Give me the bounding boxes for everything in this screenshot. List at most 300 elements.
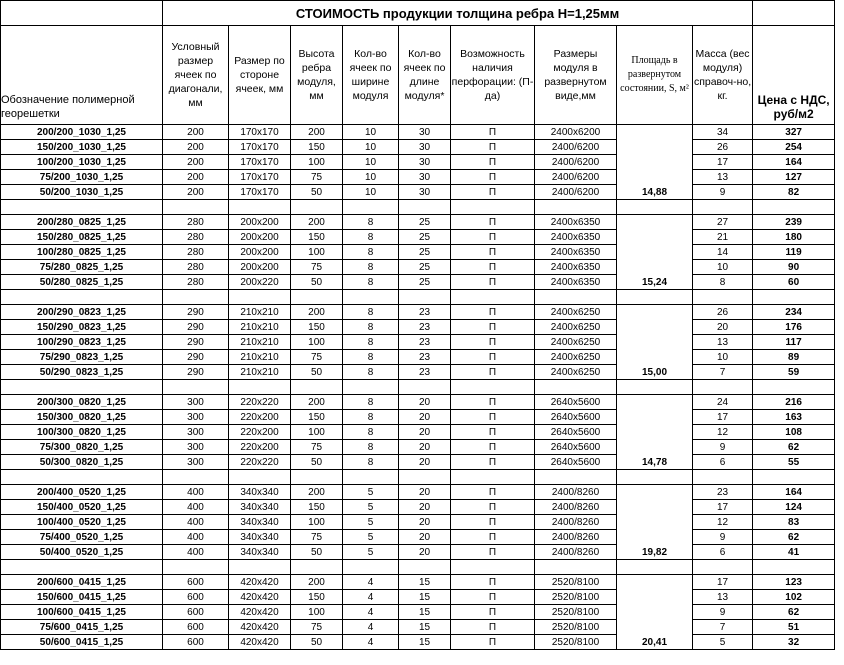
cell-name[interactable]: 75/280_0825_1,25 <box>1 260 163 275</box>
empty-cell[interactable] <box>617 470 693 485</box>
empty-cell[interactable] <box>753 470 835 485</box>
header-width-cells[interactable]: Кол-во ячеек по ширине модуля <box>343 26 399 125</box>
cell-perforation[interactable]: П <box>451 575 535 590</box>
cell-width-cells[interactable]: 5 <box>343 530 399 545</box>
cell-height[interactable]: 50 <box>291 275 343 290</box>
header-module[interactable]: Размеры модуля в развернутом виде,мм <box>535 26 617 125</box>
cell-module[interactable]: 2520/8100 <box>535 635 617 650</box>
empty-cell[interactable] <box>535 200 617 215</box>
cell-name[interactable]: 150/200_1030_1,25 <box>1 140 163 155</box>
cell-height[interactable]: 75 <box>291 620 343 635</box>
cell-height[interactable]: 75 <box>291 530 343 545</box>
empty-cell[interactable] <box>399 560 451 575</box>
cell-price[interactable]: 163 <box>753 410 835 425</box>
cell-height[interactable]: 200 <box>291 305 343 320</box>
cell-side[interactable]: 420x420 <box>229 590 291 605</box>
empty-cell[interactable] <box>291 560 343 575</box>
cell-length-cells[interactable]: 30 <box>399 170 451 185</box>
cell-diag[interactable]: 290 <box>163 365 229 380</box>
cell-width-cells[interactable]: 5 <box>343 500 399 515</box>
cell-width-cells[interactable]: 8 <box>343 275 399 290</box>
cell-perforation[interactable]: П <box>451 485 535 500</box>
cell-name[interactable]: 200/400_0520_1,25 <box>1 485 163 500</box>
cell-length-cells[interactable]: 25 <box>399 245 451 260</box>
cell-width-cells[interactable]: 8 <box>343 395 399 410</box>
cell-width-cells[interactable]: 8 <box>343 260 399 275</box>
cell-price[interactable]: 90 <box>753 260 835 275</box>
cell-width-cells[interactable]: 4 <box>343 620 399 635</box>
empty-cell[interactable] <box>617 200 693 215</box>
empty-cell[interactable] <box>535 380 617 395</box>
cell-module[interactable]: 2400x6200 <box>535 125 617 140</box>
cell-mass[interactable]: 34 <box>693 125 753 140</box>
cell-diag[interactable]: 300 <box>163 455 229 470</box>
cell-diag[interactable]: 290 <box>163 350 229 365</box>
cell-name[interactable]: 100/600_0415_1,25 <box>1 605 163 620</box>
cell-name[interactable]: 75/290_0823_1,25 <box>1 350 163 365</box>
cell-mass[interactable]: 27 <box>693 215 753 230</box>
cell-module[interactable]: 2640x5600 <box>535 395 617 410</box>
cell-side[interactable]: 420x420 <box>229 620 291 635</box>
cell-price[interactable]: 60 <box>753 275 835 290</box>
cell-side[interactable]: 170x170 <box>229 185 291 200</box>
cell-diag[interactable]: 280 <box>163 230 229 245</box>
cell-diag[interactable]: 290 <box>163 335 229 350</box>
cell-height[interactable]: 200 <box>291 395 343 410</box>
empty-cell[interactable] <box>451 380 535 395</box>
cell-width-cells[interactable]: 4 <box>343 590 399 605</box>
cell-diag[interactable]: 200 <box>163 170 229 185</box>
cell-width-cells[interactable]: 8 <box>343 245 399 260</box>
cell-price[interactable]: 176 <box>753 320 835 335</box>
empty-cell[interactable] <box>451 290 535 305</box>
empty-cell[interactable] <box>753 200 835 215</box>
cell-side[interactable]: 340x340 <box>229 500 291 515</box>
cell-width-cells[interactable]: 10 <box>343 155 399 170</box>
cell-module[interactable]: 2400x6350 <box>535 260 617 275</box>
cell-length-cells[interactable]: 23 <box>399 305 451 320</box>
cell-height[interactable]: 150 <box>291 590 343 605</box>
cell-width-cells[interactable]: 5 <box>343 485 399 500</box>
cell-mass[interactable]: 9 <box>693 185 753 200</box>
empty-cell[interactable] <box>753 560 835 575</box>
empty-cell[interactable] <box>399 470 451 485</box>
empty-cell[interactable] <box>535 560 617 575</box>
header-area[interactable]: Площадь в развернутом состоянии, S, м² <box>617 26 693 125</box>
cell-mass[interactable]: 10 <box>693 260 753 275</box>
cell-height[interactable]: 100 <box>291 155 343 170</box>
cell-length-cells[interactable]: 20 <box>399 485 451 500</box>
empty-cell[interactable] <box>343 470 399 485</box>
cell-length-cells[interactable]: 20 <box>399 440 451 455</box>
empty-cell[interactable] <box>693 560 753 575</box>
cell-module[interactable]: 2400x6250 <box>535 335 617 350</box>
cell-side[interactable]: 170x170 <box>229 125 291 140</box>
cell-name[interactable]: 200/280_0825_1,25 <box>1 215 163 230</box>
cell-mass[interactable]: 9 <box>693 605 753 620</box>
cell-perforation[interactable]: П <box>451 500 535 515</box>
cell-name[interactable]: 100/280_0825_1,25 <box>1 245 163 260</box>
cell-name[interactable]: 200/300_0820_1,25 <box>1 395 163 410</box>
cell-price[interactable]: 62 <box>753 440 835 455</box>
cell-module[interactable]: 2400/8260 <box>535 485 617 500</box>
header-length-cells[interactable]: Кол-во ячеек по длине модуля* <box>399 26 451 125</box>
cell-side[interactable]: 210x210 <box>229 350 291 365</box>
cell-name[interactable]: 150/600_0415_1,25 <box>1 590 163 605</box>
cell-diag[interactable]: 400 <box>163 500 229 515</box>
cell-mass[interactable]: 13 <box>693 170 753 185</box>
cell-side[interactable]: 340x340 <box>229 485 291 500</box>
empty-cell[interactable] <box>451 470 535 485</box>
cell-price[interactable]: 216 <box>753 395 835 410</box>
cell-name[interactable]: 75/200_1030_1,25 <box>1 170 163 185</box>
cell-area[interactable]: 15,24 <box>617 215 693 290</box>
cell-width-cells[interactable]: 4 <box>343 605 399 620</box>
cell-name[interactable]: 100/200_1030_1,25 <box>1 155 163 170</box>
cell-side[interactable]: 340x340 <box>229 530 291 545</box>
cell-price[interactable]: 51 <box>753 620 835 635</box>
cell-mass[interactable]: 20 <box>693 320 753 335</box>
cell-mass[interactable]: 7 <box>693 620 753 635</box>
cell-area[interactable]: 19,82 <box>617 485 693 560</box>
empty-cell[interactable] <box>229 290 291 305</box>
cell-module[interactable]: 2400/6200 <box>535 170 617 185</box>
cell-price[interactable]: 108 <box>753 425 835 440</box>
empty-cell[interactable] <box>451 560 535 575</box>
cell-side[interactable]: 340x340 <box>229 515 291 530</box>
cell-side[interactable]: 220x220 <box>229 455 291 470</box>
cell-height[interactable]: 200 <box>291 215 343 230</box>
cell-length-cells[interactable]: 23 <box>399 335 451 350</box>
cell-module[interactable]: 2400x6350 <box>535 215 617 230</box>
cell-price[interactable]: 239 <box>753 215 835 230</box>
cell-name[interactable]: 50/280_0825_1,25 <box>1 275 163 290</box>
cell-side[interactable]: 200x200 <box>229 215 291 230</box>
cell-module[interactable]: 2400x6350 <box>535 245 617 260</box>
empty-cell[interactable] <box>451 200 535 215</box>
empty-cell[interactable] <box>1 470 163 485</box>
cell-mass[interactable]: 17 <box>693 155 753 170</box>
cell-width-cells[interactable]: 8 <box>343 230 399 245</box>
cell-module[interactable]: 2400x6250 <box>535 305 617 320</box>
empty-cell[interactable] <box>163 290 229 305</box>
cell-side[interactable]: 170x170 <box>229 140 291 155</box>
title-blank-cell-right[interactable] <box>753 1 835 26</box>
cell-diag[interactable]: 600 <box>163 620 229 635</box>
empty-cell[interactable] <box>163 200 229 215</box>
cell-length-cells[interactable]: 25 <box>399 275 451 290</box>
cell-area[interactable]: 15,00 <box>617 305 693 380</box>
cell-perforation[interactable]: П <box>451 170 535 185</box>
cell-price[interactable]: 62 <box>753 530 835 545</box>
cell-width-cells[interactable]: 8 <box>343 215 399 230</box>
cell-name[interactable]: 50/400_0520_1,25 <box>1 545 163 560</box>
cell-diag[interactable]: 200 <box>163 125 229 140</box>
cell-mass[interactable]: 8 <box>693 275 753 290</box>
header-perforation[interactable]: Возможность наличия перфорации: (П-да) <box>451 26 535 125</box>
cell-perforation[interactable]: П <box>451 590 535 605</box>
cell-mass[interactable]: 6 <box>693 545 753 560</box>
cell-length-cells[interactable]: 20 <box>399 530 451 545</box>
cell-perforation[interactable]: П <box>451 260 535 275</box>
cell-name[interactable]: 150/300_0820_1,25 <box>1 410 163 425</box>
empty-cell[interactable] <box>343 200 399 215</box>
cell-name[interactable]: 75/400_0520_1,25 <box>1 530 163 545</box>
cell-height[interactable]: 50 <box>291 635 343 650</box>
empty-cell[interactable] <box>1 560 163 575</box>
empty-cell[interactable] <box>399 200 451 215</box>
cell-width-cells[interactable]: 10 <box>343 140 399 155</box>
cell-side[interactable]: 210x210 <box>229 320 291 335</box>
cell-mass[interactable]: 10 <box>693 350 753 365</box>
header-price[interactable]: Цена с НДС, руб/м2 <box>753 26 835 125</box>
cell-height[interactable]: 150 <box>291 320 343 335</box>
cell-module[interactable]: 2400/6200 <box>535 185 617 200</box>
cell-perforation[interactable]: П <box>451 305 535 320</box>
cell-height[interactable]: 100 <box>291 605 343 620</box>
cell-price[interactable]: 89 <box>753 350 835 365</box>
cell-price[interactable]: 180 <box>753 230 835 245</box>
cell-diag[interactable]: 290 <box>163 305 229 320</box>
cell-length-cells[interactable]: 20 <box>399 545 451 560</box>
cell-perforation[interactable]: П <box>451 140 535 155</box>
empty-cell[interactable] <box>163 470 229 485</box>
empty-cell[interactable] <box>617 380 693 395</box>
cell-price[interactable]: 55 <box>753 455 835 470</box>
cell-mass[interactable]: 17 <box>693 575 753 590</box>
cell-length-cells[interactable]: 20 <box>399 395 451 410</box>
cell-diag[interactable]: 280 <box>163 275 229 290</box>
cell-module[interactable]: 2640x5600 <box>535 455 617 470</box>
cell-length-cells[interactable]: 20 <box>399 500 451 515</box>
cell-name[interactable]: 100/300_0820_1,25 <box>1 425 163 440</box>
cell-module[interactable]: 2400/6200 <box>535 155 617 170</box>
cell-name[interactable]: 100/290_0823_1,25 <box>1 335 163 350</box>
cell-height[interactable]: 100 <box>291 515 343 530</box>
cell-name[interactable]: 50/200_1030_1,25 <box>1 185 163 200</box>
cell-module[interactable]: 2400x6350 <box>535 275 617 290</box>
cell-side[interactable]: 210x210 <box>229 305 291 320</box>
cell-perforation[interactable]: П <box>451 230 535 245</box>
cell-diag[interactable]: 300 <box>163 440 229 455</box>
cell-diag[interactable]: 200 <box>163 155 229 170</box>
cell-length-cells[interactable]: 15 <box>399 620 451 635</box>
cell-diag[interactable]: 600 <box>163 605 229 620</box>
cell-module[interactable]: 2400/6200 <box>535 140 617 155</box>
cell-module[interactable]: 2640x5600 <box>535 410 617 425</box>
cell-width-cells[interactable]: 10 <box>343 170 399 185</box>
cell-mass[interactable]: 5 <box>693 635 753 650</box>
cell-length-cells[interactable]: 15 <box>399 635 451 650</box>
cell-side[interactable]: 220x200 <box>229 440 291 455</box>
cell-width-cells[interactable]: 8 <box>343 410 399 425</box>
cell-name[interactable]: 150/290_0823_1,25 <box>1 320 163 335</box>
cell-diag[interactable]: 280 <box>163 260 229 275</box>
cell-height[interactable]: 50 <box>291 185 343 200</box>
cell-perforation[interactable]: П <box>451 620 535 635</box>
empty-cell[interactable] <box>291 380 343 395</box>
cell-perforation[interactable]: П <box>451 605 535 620</box>
empty-cell[interactable] <box>343 290 399 305</box>
cell-mass[interactable]: 14 <box>693 245 753 260</box>
cell-width-cells[interactable]: 5 <box>343 545 399 560</box>
cell-price[interactable]: 254 <box>753 140 835 155</box>
cell-length-cells[interactable]: 15 <box>399 605 451 620</box>
cell-name[interactable]: 150/280_0825_1,25 <box>1 230 163 245</box>
cell-width-cells[interactable]: 4 <box>343 635 399 650</box>
cell-perforation[interactable]: П <box>451 515 535 530</box>
cell-length-cells[interactable]: 20 <box>399 455 451 470</box>
cell-length-cells[interactable]: 25 <box>399 260 451 275</box>
empty-cell[interactable] <box>291 290 343 305</box>
header-name[interactable]: Обозначение полимерной георешетки <box>1 26 163 125</box>
header-height[interactable]: Высота ребра модуля, мм <box>291 26 343 125</box>
cell-perforation[interactable]: П <box>451 635 535 650</box>
empty-cell[interactable] <box>229 380 291 395</box>
empty-cell[interactable] <box>399 380 451 395</box>
cell-module[interactable]: 2520/8100 <box>535 575 617 590</box>
cell-length-cells[interactable]: 25 <box>399 230 451 245</box>
cell-height[interactable]: 150 <box>291 230 343 245</box>
cell-module[interactable]: 2640x5600 <box>535 425 617 440</box>
cell-width-cells[interactable]: 8 <box>343 425 399 440</box>
cell-module[interactable]: 2400/8260 <box>535 515 617 530</box>
cell-price[interactable]: 164 <box>753 485 835 500</box>
cell-height[interactable]: 150 <box>291 500 343 515</box>
cell-height[interactable]: 75 <box>291 260 343 275</box>
cell-side[interactable]: 220x200 <box>229 410 291 425</box>
cell-area[interactable]: 14,88 <box>617 125 693 200</box>
empty-cell[interactable] <box>693 380 753 395</box>
cell-length-cells[interactable]: 20 <box>399 515 451 530</box>
cell-diag[interactable]: 290 <box>163 320 229 335</box>
cell-module[interactable]: 2640x5600 <box>535 440 617 455</box>
cell-side[interactable]: 210x210 <box>229 365 291 380</box>
empty-cell[interactable] <box>229 560 291 575</box>
cell-perforation[interactable]: П <box>451 215 535 230</box>
empty-cell[interactable] <box>291 200 343 215</box>
empty-cell[interactable] <box>343 560 399 575</box>
cell-length-cells[interactable]: 30 <box>399 155 451 170</box>
cell-side[interactable]: 200x200 <box>229 230 291 245</box>
cell-perforation[interactable]: П <box>451 125 535 140</box>
header-diag[interactable]: Условный размер ячеек по диагонали, мм <box>163 26 229 125</box>
cell-perforation[interactable]: П <box>451 365 535 380</box>
cell-name[interactable]: 200/290_0823_1,25 <box>1 305 163 320</box>
cell-diag[interactable]: 200 <box>163 140 229 155</box>
cell-length-cells[interactable]: 20 <box>399 425 451 440</box>
empty-cell[interactable] <box>1 200 163 215</box>
cell-price[interactable]: 82 <box>753 185 835 200</box>
cell-mass[interactable]: 9 <box>693 440 753 455</box>
empty-cell[interactable] <box>229 470 291 485</box>
cell-mass[interactable]: 21 <box>693 230 753 245</box>
cell-height[interactable]: 100 <box>291 425 343 440</box>
cell-diag[interactable]: 600 <box>163 635 229 650</box>
cell-module[interactable]: 2400x6250 <box>535 365 617 380</box>
cell-height[interactable]: 200 <box>291 485 343 500</box>
cell-module[interactable]: 2400/8260 <box>535 500 617 515</box>
cell-price[interactable]: 41 <box>753 545 835 560</box>
cell-price[interactable]: 124 <box>753 500 835 515</box>
cell-side[interactable]: 420x420 <box>229 635 291 650</box>
empty-cell[interactable] <box>343 380 399 395</box>
cell-perforation[interactable]: П <box>451 395 535 410</box>
header-side[interactable]: Размер по стороне ячеек, мм <box>229 26 291 125</box>
cell-diag[interactable]: 400 <box>163 485 229 500</box>
cell-side[interactable]: 220x220 <box>229 395 291 410</box>
cell-mass[interactable]: 17 <box>693 500 753 515</box>
cell-name[interactable]: 100/400_0520_1,25 <box>1 515 163 530</box>
cell-height[interactable]: 200 <box>291 575 343 590</box>
cell-perforation[interactable]: П <box>451 530 535 545</box>
cell-module[interactable]: 2400x6250 <box>535 320 617 335</box>
cell-name[interactable]: 75/300_0820_1,25 <box>1 440 163 455</box>
cell-perforation[interactable]: П <box>451 275 535 290</box>
cell-mass[interactable]: 24 <box>693 395 753 410</box>
empty-cell[interactable] <box>753 380 835 395</box>
cell-perforation[interactable]: П <box>451 410 535 425</box>
empty-cell[interactable] <box>163 560 229 575</box>
cell-name[interactable]: 200/200_1030_1,25 <box>1 125 163 140</box>
cell-mass[interactable]: 26 <box>693 305 753 320</box>
cell-mass[interactable]: 12 <box>693 425 753 440</box>
empty-cell[interactable] <box>617 560 693 575</box>
empty-cell[interactable] <box>163 380 229 395</box>
empty-cell[interactable] <box>693 200 753 215</box>
cell-price[interactable]: 123 <box>753 575 835 590</box>
cell-module[interactable]: 2400/8260 <box>535 545 617 560</box>
cell-diag[interactable]: 400 <box>163 530 229 545</box>
empty-cell[interactable] <box>535 470 617 485</box>
cell-side[interactable]: 210x210 <box>229 335 291 350</box>
cell-mass[interactable]: 13 <box>693 335 753 350</box>
cell-price[interactable]: 164 <box>753 155 835 170</box>
empty-cell[interactable] <box>753 290 835 305</box>
cell-perforation[interactable]: П <box>451 425 535 440</box>
cell-mass[interactable]: 9 <box>693 530 753 545</box>
cell-perforation[interactable]: П <box>451 320 535 335</box>
cell-side[interactable]: 420x420 <box>229 575 291 590</box>
cell-perforation[interactable]: П <box>451 245 535 260</box>
cell-perforation[interactable]: П <box>451 335 535 350</box>
cell-width-cells[interactable]: 8 <box>343 320 399 335</box>
cell-width-cells[interactable]: 8 <box>343 335 399 350</box>
empty-cell[interactable] <box>399 290 451 305</box>
cell-perforation[interactable]: П <box>451 155 535 170</box>
cell-module[interactable]: 2520/8100 <box>535 620 617 635</box>
cell-length-cells[interactable]: 30 <box>399 125 451 140</box>
cell-diag[interactable]: 400 <box>163 515 229 530</box>
cell-length-cells[interactable]: 30 <box>399 185 451 200</box>
cell-height[interactable]: 150 <box>291 410 343 425</box>
cell-height[interactable]: 100 <box>291 245 343 260</box>
cell-diag[interactable]: 600 <box>163 575 229 590</box>
cell-name[interactable]: 50/290_0823_1,25 <box>1 365 163 380</box>
empty-cell[interactable] <box>1 290 163 305</box>
cell-height[interactable]: 50 <box>291 455 343 470</box>
cell-price[interactable]: 327 <box>753 125 835 140</box>
cell-price[interactable]: 119 <box>753 245 835 260</box>
cell-price[interactable]: 62 <box>753 605 835 620</box>
cell-length-cells[interactable]: 15 <box>399 590 451 605</box>
cell-mass[interactable]: 17 <box>693 410 753 425</box>
cell-width-cells[interactable]: 10 <box>343 125 399 140</box>
cell-width-cells[interactable]: 8 <box>343 365 399 380</box>
cell-height[interactable]: 150 <box>291 140 343 155</box>
cell-mass[interactable]: 12 <box>693 515 753 530</box>
cell-width-cells[interactable]: 4 <box>343 575 399 590</box>
